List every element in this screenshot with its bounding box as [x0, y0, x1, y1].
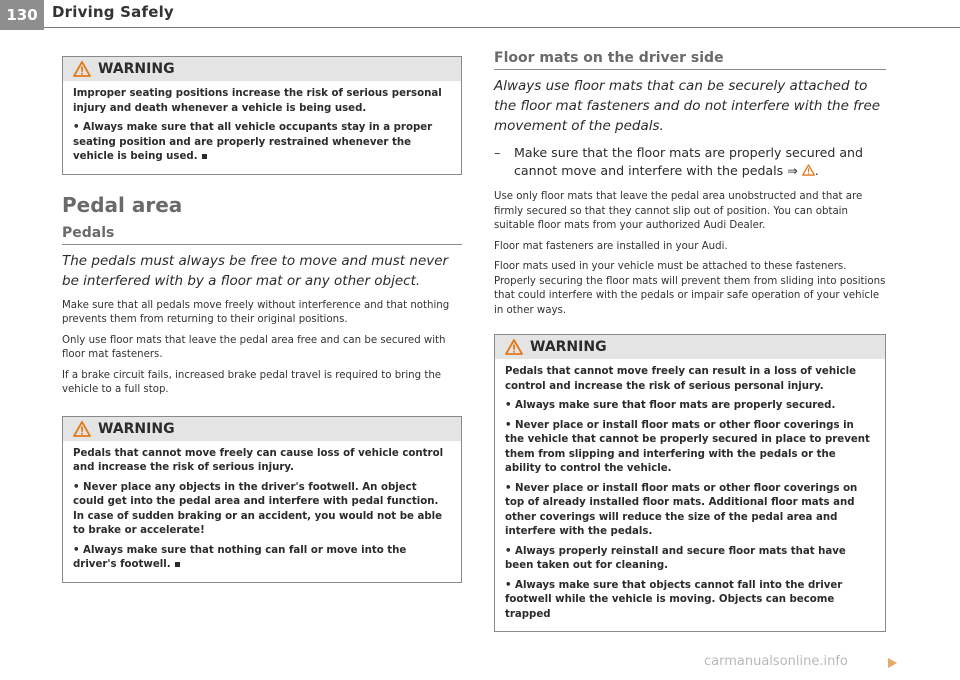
warning-triangle-icon — [73, 421, 91, 437]
section-title: Driving Safely — [52, 3, 174, 21]
end-of-section-mark — [175, 562, 180, 567]
subsection-heading: Floor mats on the driver side — [494, 50, 886, 70]
subsection-heading: Pedals — [62, 225, 462, 245]
warning-bullet-text: • Always make sure that all vehicle occupants stay in a proper seating position and are properly restrained whenever the vehicle is being used. — [73, 122, 433, 162]
step-text: Make sure that the floor mats are properly secured and cannot move and interfere with the pedals ⇒ . — [514, 145, 864, 178]
warning-body — [63, 441, 461, 582]
warning-text: Improper seating positions increase the risk of serious personal injury and death whenever a vehicle is being used. — [73, 88, 442, 114]
warning-bullet-text: • Always make sure that nothing can fall or move into the driver's footwell. — [73, 544, 407, 570]
warning-bullet — [73, 121, 451, 165]
right-column — [494, 50, 886, 646]
warning-bullet: • Always properly reinstall and secure floor mats that have been taken out for cleaning. — [505, 545, 846, 571]
warning-triangle-icon — [505, 339, 523, 355]
warning-bullet: • Always make sure that objects cannot fall into the driver footwell while the vehicle is moving. Objects can become trapped — [505, 579, 843, 620]
warning-body — [495, 359, 885, 631]
step-dash: – — [494, 145, 501, 160]
warning-title: WARNING — [98, 61, 175, 77]
watermark: carmanualsonline.info — [704, 654, 848, 669]
end-of-section-mark — [202, 154, 207, 159]
section-heading: Pedal area — [62, 192, 183, 217]
warning-bullet: • Never place or install floor mats or other floor coverings on top of already installed floor mats. Additional floor mats and other coverings will reduce the size of the pedal area and interfere with the pedals. — [505, 482, 858, 537]
step-text-body: Make sure that the floor mats are properly secured and cannot move and interfere with the pedals — [514, 145, 864, 178]
warning-box-floor-mats — [494, 334, 886, 632]
header-rule — [44, 27, 960, 28]
body-paragraph: Make sure that all pedals move freely without interference and that nothing prevents them from returning to their original positions. — [62, 299, 450, 325]
continue-arrow-icon — [888, 658, 897, 668]
warning-bullet: • Never place or install floor mats or other floor coverings in the vehicle that cannot be properly secured in place to prevent them from slipping and interfering with the pedals or the ability to control the vehicle. — [505, 419, 870, 474]
instruction-step — [494, 144, 886, 180]
warning-header — [495, 335, 885, 359]
warning-header — [63, 57, 461, 81]
warning-bullet — [73, 544, 451, 573]
warning-header — [63, 417, 461, 441]
warning-box-seating — [62, 56, 462, 175]
warning-text: Pedals that cannot move freely can cause loss of vehicle control and increase the risk of serious injury. — [73, 447, 444, 473]
warning-triangle-icon — [73, 61, 91, 77]
warning-bullet: • Always make sure that floor mats are properly secured. — [505, 400, 836, 411]
warning-title: WARNING — [98, 420, 175, 437]
intro-text: The pedals must always be free to move and must never be interfered with by a floor mat or any other object. — [62, 252, 449, 289]
warning-reference-icon — [802, 164, 815, 176]
body-paragraph: Floor mats used in your vehicle must be attached to these fasteners. Properly securing the floor mats will prevent them from sliding into positions that could interfere with the pedals or impair safe operation of your vehicle in other ways. — [494, 261, 886, 316]
warning-text: Pedals that cannot move freely can result in a loss of vehicle control and increase the risk of serious personal injury. — [505, 366, 857, 392]
body-paragraph: If a brake circuit fails, increased brake pedal travel is required to bring the vehicle to a full stop. — [62, 369, 442, 395]
warning-bullet: • Never place any objects in the driver's footwell. An object could get into the pedal area and interfere with pedal function. In case of sudden braking or an accident, you would not be able to brake or accelerate! — [73, 481, 443, 536]
intro-text: Always use floor mats that can be securely attached to the floor mat fasteners and do not interfere with the free movement of the pedals. — [494, 78, 881, 134]
left-column — [62, 56, 462, 597]
warning-body — [63, 81, 461, 174]
body-paragraph: Floor mat fasteners are installed in your Audi. — [494, 240, 728, 252]
warning-box-pedals — [62, 416, 462, 583]
warning-title: WARNING — [530, 339, 607, 355]
page-number: 130 — [0, 0, 44, 30]
body-paragraph: Only use floor mats that leave the pedal area free and can be secured with floor mat fasteners. — [62, 334, 446, 360]
cross-reference-arrow: ⇒ — [787, 163, 798, 178]
body-paragraph: Use only floor mats that leave the pedal area unobstructed and that are firmly secured so that they cannot slip out of position. You can obtain suitable floor mats from your authorized Audi Dealer. — [494, 191, 863, 231]
